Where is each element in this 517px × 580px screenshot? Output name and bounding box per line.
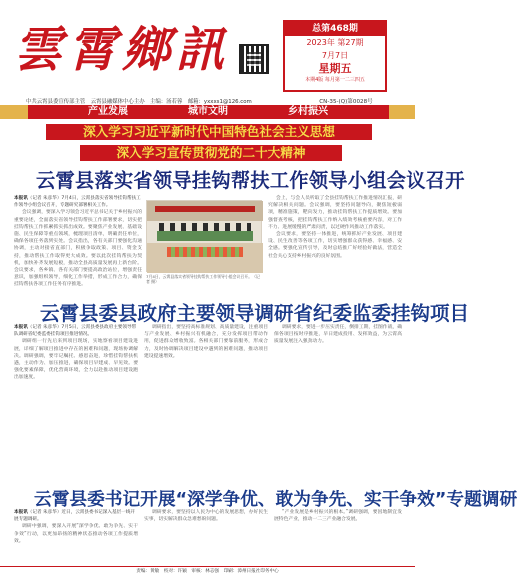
article3-text-col1: 调研中强调，要深入开展“深学争优、敢为争先、实干争效”行动，以更加昂扬的精神状态推动各项工作提质增效。 [14,524,138,544]
article2-byline: 本报讯（记者 朱彦华）7月5日，云霄县委县政府主要领导带队调研省纪委监委挂钩项目推进情况。 [14,325,137,338]
publisher-info: 中共云霄县委宣传部主管 云霄县融媒体中心主办 主编：汤若蓉 邮箱：yxxxs1@126.com [26,99,252,105]
newspaper-title: 雲霄鄉訊 [14,22,231,78]
article1-text-col2: 会上，与会人员听取了全县挂钩帮扶工作推进情况汇报，研究解决相关问题。会议强调，要坚持问题导向，聚焦短板弱项，精准施策，靶向发力，推动挂钩帮扶工作提质增效。要加强督查考核，把挂钩帮扶工作纳入绩效考核重要内容，对工作不力、进展缓慢的严肃问责，以过硬作风推动工作落实。 [268,196,402,230]
issue-total: 总第468期 [285,22,385,36]
article1-text-col1: 会议强调，要深入学习领会习近平总书记关于乡村振兴的重要论述，全面落实省领导挂钩帮扶工作部署要求，切实把挂钩帮扶工作抓紧抓实抓出成效。要聚焦产业发展、基础设施、民生保障等重点领域，梳理项目清单，明确责任单位，确保各项任务落到实处。会议指出，各有关部门要强化沟通协调，主动对接省直部门，积极争取政策、项目、资金支持，推动帮扶工作取得更大成效。要以此次挂钩帮扶为契机，加快补齐发展短板，推动全县高质量发展再上新台阶。会议要求，各乡镇、各有关部门要提高政治站位，增强责任意识，加强组织领导，细化工作举措，形成工作合力，确保挂钩帮扶各项工作任务有序推进。 [14,210,142,288]
page-footer: 责编：黄敏 校对：许颖 审核：林志强 印刷：漳州日报社印务中心 [0,566,415,576]
article1-headline: 云霄县落实省领导挂钩帮扶工作领导小组会议召开 [36,169,465,192]
section-nav-bar [0,105,415,119]
article2-col3 [274,324,402,482]
issue-date: 7月7日 [321,51,349,60]
article1-col3 [268,195,402,295]
qr-code-icon [239,44,269,74]
article2-col1 [14,324,138,482]
article2-text-col1: 调研组一行先后来到项目现场，实地察看项目建设进展，详细了解项目推进中存在的困难和问题，现场协调解决。调研强调，要牢记嘱托、感恩奋进，珍惜挂钩帮扶机遇，主动作为、加压推进，确保项目早建成、早见效。要强化要素保障，优化营商环境，全力以赴推动项目建设跑出加速度。 [14,339,138,381]
article2-col2 [144,324,268,482]
issue-info-box [283,20,387,92]
year-issue: 2023年 第27期 [306,38,364,47]
issue-note: 本期4版 每月第一二三四五 [305,77,365,83]
article3-col3 [274,509,402,564]
issue-weekday: 星期五 [318,62,352,75]
article1-col1 [14,195,142,295]
section-nav-items [88,105,328,119]
article3-text-col3: “产业发展是乡村振兴的根本。”调研强调，要因地制宜发展特色产业，推动一二三产业融合发展。 [274,510,402,523]
nav-item-civilization: 城市文明 [188,106,228,117]
slogan-banner-2: 深入学习宣传贯彻党的二十大精神 [80,145,342,161]
article3-col2 [144,509,268,564]
article2-headline: 云霄县委县政府主要领导调研省纪委监委挂钩项目 [40,302,470,325]
article3-byline: 本报讯（记者 朱彦华）近日，云霄县委书记深入基层一线开展专题调研。 [14,510,135,523]
nav-item-rural: 乡村振兴 [288,106,328,117]
article1-byline: 本报讯（记者 朱彦华）7月4日，云霄县落实省领导挂钩帮扶工作领导小组会议召开，专题研究部署相关工作。 [14,196,141,209]
photo-caption: 7月4日，云霄县落实省领导挂钩帮扶工作领导小组会议召开。（记者 摄） [146,274,260,285]
cn-number: CN-35-(Q)第0028号 [319,99,373,105]
article2-text-col3: 调研要求，要进一步压实责任，倒排工期，挂图作战，确保各项目按时序推进，早日建成投用、发挥效益，为云霄高质量发展注入强劲动力。 [274,325,402,345]
slogan-banner-1: 深入学习习近平新时代中国特色社会主义思想 [46,124,372,140]
article2-text-col2: 调研指出，要坚持高标准规划、高质量建设，注重项目与产业发展、乡村振兴有机融合，充分发挥项目带动作用，促进群众增收致富。各相关部门要靠前服务，形成合力，及时协调解决项目建设中遇到的困难问题，推动项目建设提速增效。 [144,325,268,359]
meeting-photo [146,200,262,272]
masthead [0,0,415,92]
article3-headline: 云霄县委书记开展“深学争优、敢为争先、实干争效”专题调研 [34,490,517,510]
article3-col1 [14,509,138,564]
article3-text-col2: 调研要求，要坚持以人民为中心的发展思想，办好民生实事，切实解决群众急难愁盼问题。 [144,510,268,523]
article1-text-col3: 会议要求，要坚持一体推进，统筹抓好产业发展、项目建设、民生改善等各项工作，切实增强群众获得感、幸福感、安全感。要强化宣传引导，及时总结推广好经验好做法，营造全社会关心支持乡村振兴的良好氛围。 [268,232,402,259]
nav-item-industry: 产业发展 [88,106,128,117]
